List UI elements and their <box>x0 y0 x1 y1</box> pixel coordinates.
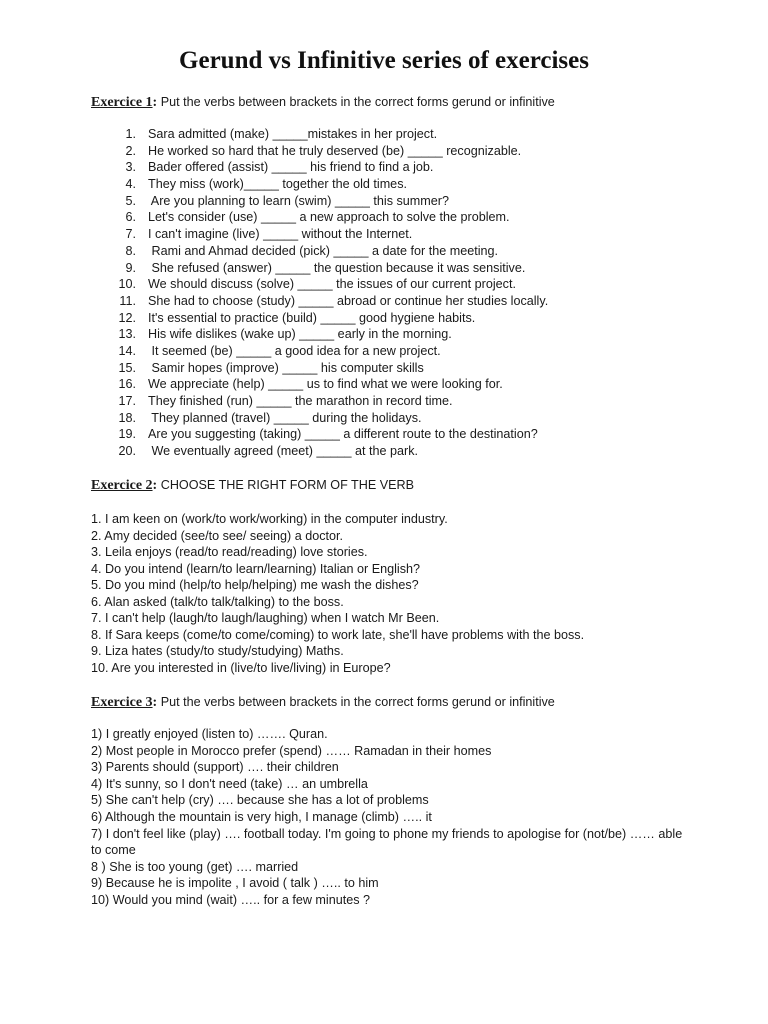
exercise-2-colon: : <box>152 478 158 493</box>
item-text: They planned (travel) _____ during the holidays. <box>148 410 422 425</box>
item-text: He worked so hard that he truly deserved (be) _____ recognizable. <box>148 143 522 158</box>
exercise-1-item <box>112 159 548 176</box>
exercise-1-item <box>112 193 548 210</box>
item-text: She refused (answer) _____ the question because it was sensitive. <box>148 260 526 275</box>
item-number: 1. <box>125 127 136 141</box>
exercise-1-item <box>112 326 548 343</box>
exercise-3-item: 3) Parents should (support) …. their children <box>91 760 339 775</box>
item-number: 4. <box>125 177 136 192</box>
exercise-1-item <box>112 176 548 193</box>
exercise-2-instruction: CHOOSE THE RIGHT FORM OF THE VERB <box>157 478 415 492</box>
item-text: Sara admitted (make) _____mistakes in her project. <box>148 127 438 141</box>
item-number: 6. <box>125 210 136 225</box>
exercise-1-colon: : <box>152 95 158 110</box>
item-text: They miss (work)_____ together the old times. <box>148 177 407 192</box>
exercise-2-item: 5. Do you mind (help/to help/helping) me wash the dishes? <box>91 578 419 593</box>
exercise-3-colon: : <box>152 695 158 710</box>
item-text: Samir hopes (improve) _____ his computer skills <box>148 360 424 375</box>
item-number: 17. <box>118 394 136 408</box>
exercise-1-item <box>112 293 548 310</box>
item-text: It's essential to practice (build) _____ good hygiene habits. <box>148 310 476 325</box>
exercise-1-item <box>112 443 548 460</box>
exercise-3-heading <box>91 694 555 711</box>
exercise-2-item: 9. Liza hates (study/to study/studying) Maths. <box>91 644 344 659</box>
exercise-2-heading <box>91 477 414 494</box>
item-number: 14. <box>118 343 136 358</box>
item-number: 13. <box>118 327 136 342</box>
item-number: 12. <box>118 310 136 325</box>
exercise-3-item: 1) I greatly enjoyed (listen to) ……. Quran. <box>91 727 328 741</box>
item-number: 11. <box>119 293 136 308</box>
item-text: His wife dislikes (wake up) _____ early in the morning. <box>148 327 452 342</box>
exercise-1-item <box>112 243 548 260</box>
item-number: 3. <box>125 160 136 175</box>
item-number: 7. <box>125 227 136 242</box>
exercise-1-item <box>112 260 548 277</box>
item-number: 18. <box>118 410 136 425</box>
exercise-3-list <box>91 726 691 909</box>
exercise-3-label: Exercice 3 <box>91 695 153 710</box>
exercise-3-item: 4) It's sunny, so I don't need (take) … an umbrella <box>91 776 368 791</box>
exercise-1-heading <box>91 94 555 111</box>
item-number: 5. <box>125 193 136 208</box>
exercise-2-list <box>91 511 584 676</box>
worksheet-title: Gerund vs Infinitive series of exercises <box>179 47 589 74</box>
exercise-3-item: 8 ) She is too young (get) …. married <box>91 859 299 874</box>
exercise-1-label: Exercice 1 <box>91 95 153 110</box>
item-text: It seemed (be) _____ a good idea for a new project. <box>148 343 441 358</box>
exercise-1-list <box>112 126 548 460</box>
item-text: Are you planning to learn (swim) _____ this summer? <box>148 193 449 208</box>
exercise-2-item: 6. Alan asked (talk/to talk/talking) to the boss. <box>91 594 344 609</box>
item-number: 16. <box>118 377 136 392</box>
exercise-3-item: 10) Would you mind (wait) ….. for a few minutes ? <box>91 892 371 907</box>
exercise-2-item: 8. If Sara keeps (come/to come/coming) to work late, she'll have problems with the boss. <box>91 627 585 642</box>
item-number: 8. <box>125 243 136 258</box>
item-text: They finished (run) _____ the marathon in record time. <box>148 394 453 408</box>
exercise-1-item <box>112 393 548 410</box>
item-text: She had to choose (study) _____ abroad or continue her studies locally. <box>148 293 549 308</box>
item-text: Bader offered (assist) _____ his friend to find a job. <box>148 160 434 175</box>
item-text: We should discuss (solve) _____ the issues of our current project. <box>148 277 516 292</box>
exercise-1-item <box>112 143 548 160</box>
exercise-2-item: 10. Are you interested in (live/to live/living) in Europe? <box>91 660 391 675</box>
item-text: We eventually agreed (meet) _____ at the park. <box>148 444 418 459</box>
exercise-1-item <box>112 310 548 327</box>
exercise-2-item: 3. Leila enjoys (read/to read/reading) love stories. <box>91 545 368 560</box>
exercise-1-item <box>112 126 548 143</box>
exercise-2-label: Exercice 2 <box>91 478 153 493</box>
exercise-3-item: 7) I don't feel like (play) …. football today. I'm going to phone my friends to apologise for (not/be) …… able to come <box>91 826 683 858</box>
exercise-1-item <box>112 276 548 293</box>
item-number: 2. <box>125 143 136 158</box>
exercise-1-item <box>112 376 548 393</box>
exercise-3-item: 6) Although the mountain is very high, I manage (climb) ….. it <box>91 809 432 824</box>
item-text: Are you suggesting (taking) _____ a different route to the destination? <box>148 427 538 442</box>
item-number: 10. <box>118 277 136 292</box>
exercise-2-item: 7. I can't help (laugh/to laugh/laughing) when I watch Mr Been. <box>91 611 440 626</box>
exercise-3-item: 2) Most people in Morocco prefer (spend) …… Ramadan in their homes <box>91 743 492 758</box>
exercise-1-item <box>112 410 548 427</box>
item-number: 15. <box>118 360 136 375</box>
exercise-3-item: 5) She can't help (cry) …. because she has a lot of problems <box>91 793 429 808</box>
item-text: We appreciate (help) _____ us to find what we were looking for. <box>148 377 503 392</box>
item-text: I can't imagine (live) _____ without the Internet. <box>148 227 413 242</box>
item-number: 9. <box>125 260 136 275</box>
exercise-2-item: 4. Do you intend (learn/to learn/learning) Italian or English? <box>91 561 421 576</box>
item-number: 19. <box>118 427 136 442</box>
exercise-2-item: 1. I am keen on (work/to work/working) in the computer industry. <box>91 512 448 526</box>
exercise-3-item: 9) Because he is impolite , I avoid ( talk ) ….. to him <box>91 876 379 891</box>
exercise-1-item <box>112 343 548 360</box>
item-text: Rami and Ahmad decided (pick) _____ a date for the meeting. <box>148 243 499 258</box>
exercise-1-item <box>112 360 548 377</box>
exercise-3-instruction: Put the verbs between brackets in the correct forms gerund or infinitive <box>157 695 555 709</box>
item-number: 20. <box>118 444 136 459</box>
exercise-1-instruction: Put the verbs between brackets in the correct forms gerund or infinitive <box>157 95 555 109</box>
item-text: Let's consider (use) _____ a new approach to solve the problem. <box>148 210 510 225</box>
exercise-2-item: 2. Amy decided (see/to see/ seeing) a doctor. <box>91 528 344 543</box>
exercise-1-item <box>112 426 548 443</box>
exercise-1-item <box>112 209 548 226</box>
exercise-1-item <box>112 226 548 243</box>
